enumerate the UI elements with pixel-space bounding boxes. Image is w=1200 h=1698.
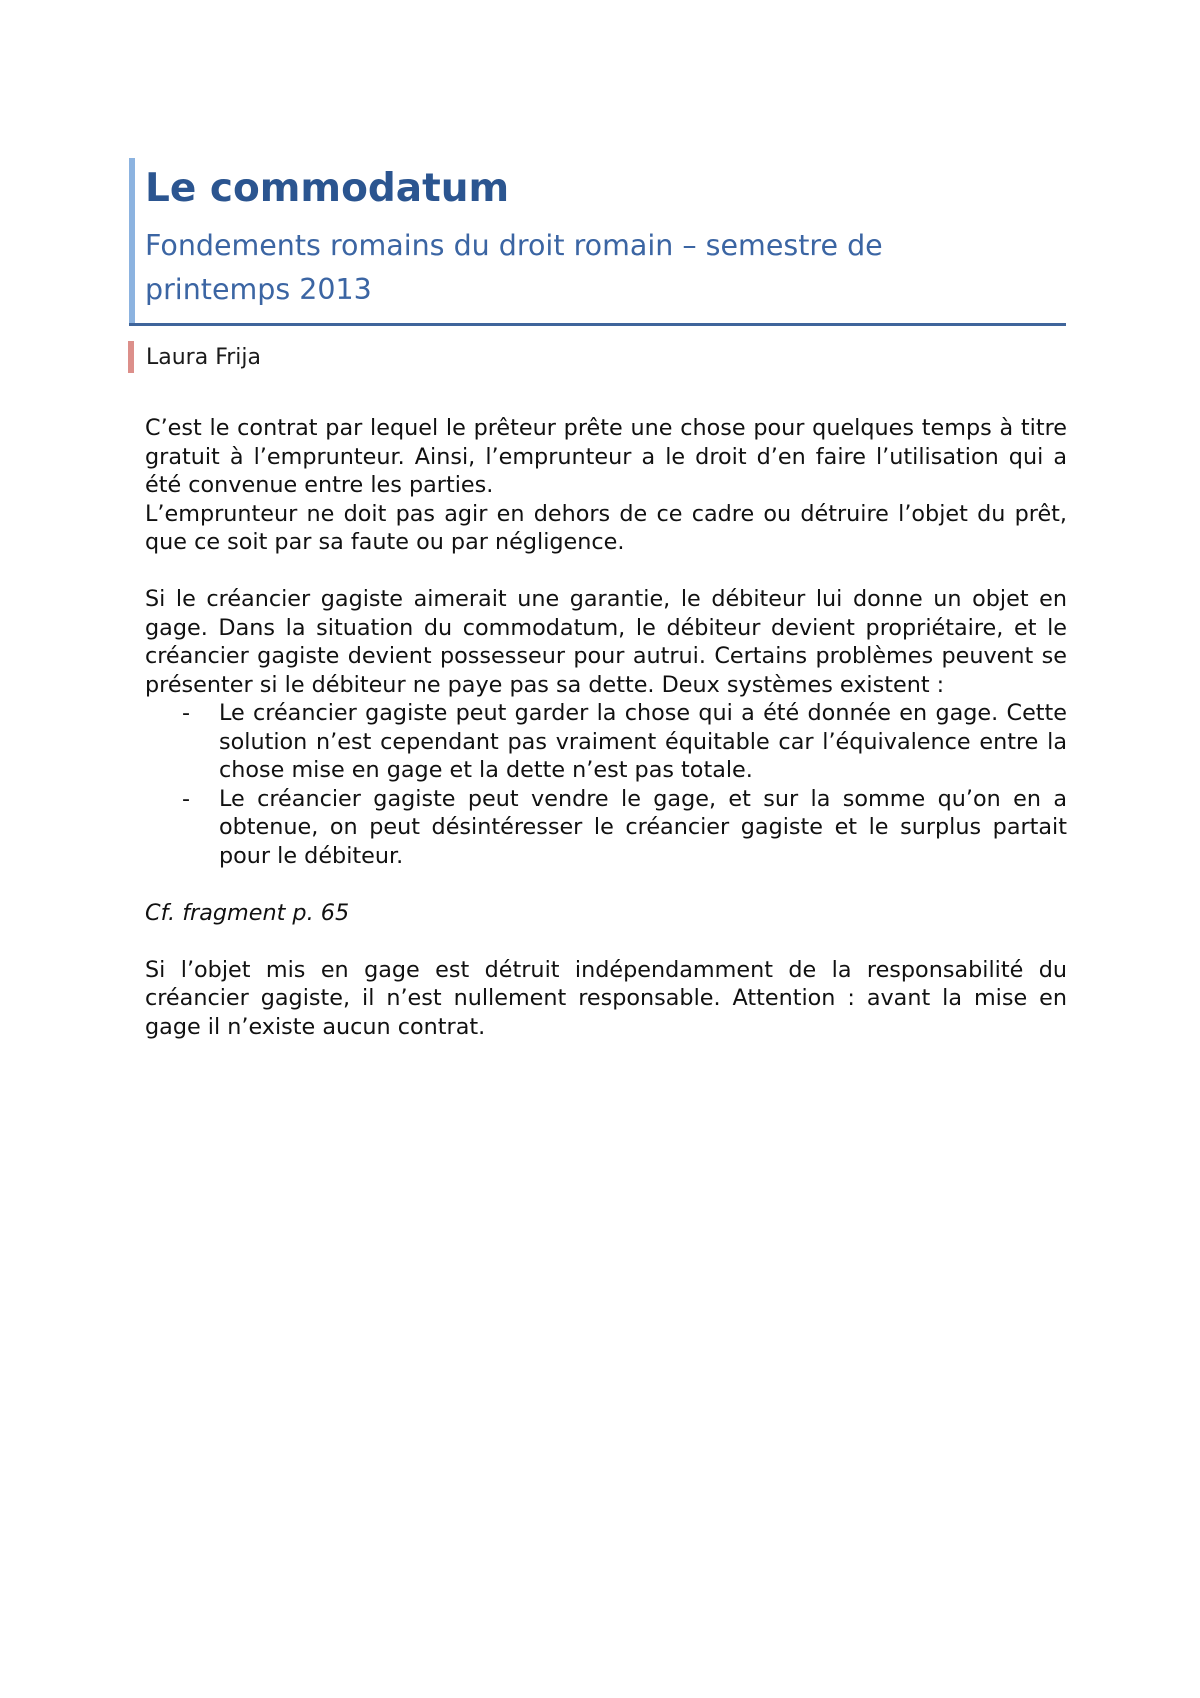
list-item-text: Le créancier gagiste peut vendre le gage, et sur la somme qu’on en a obtenue, on peut désintéresser le créancier gagiste et le surplus partait pour le débiteur. <box>219 785 1067 869</box>
paragraph-spacer <box>145 870 1067 899</box>
title-underline-rule <box>129 323 1066 326</box>
systems-list <box>145 699 1067 870</box>
bullet-marker: - <box>182 785 191 812</box>
paragraph-responsibility: Si l’objet mis en gage est détruit indépendamment de la responsabilité du créancier gagiste, il n’est nullement responsable. Attention : avant la mise en gage il n’existe aucun contrat. <box>145 956 1067 1040</box>
paragraph-spacer <box>145 927 1067 956</box>
document-title: Le commodatum <box>145 166 510 211</box>
paragraph-spacer <box>145 557 1067 586</box>
paragraph-definition: C’est le contrat par lequel le prêteur prête une chose pour quelques temps à titre gratuit à l’emprunteur. Ainsi, l’emprunteur a le droit d’en faire l’utilisation qui a été convenue entre les parties. <box>145 415 1067 498</box>
bullet-marker: - <box>182 700 191 726</box>
list-item-text: Le créancier gagiste peut garder la chose qui a été donnée en gage. Cette solution n’est cependant pas vraiment équitable car l’équivalence entre la chose mise en gage et la dette n’est pas totale. <box>219 700 1067 783</box>
author-accent-bar <box>128 341 134 373</box>
paragraph-obligation: L’emprunteur ne doit pas agir en dehors de ce cadre ou détruire l’objet du prêt, que ce soit par sa faute ou par négligence. <box>145 500 1067 555</box>
fragment-reference: Cf. fragment p. 65 <box>145 899 350 926</box>
title-accent-bar <box>129 158 135 323</box>
title-block <box>129 158 1066 325</box>
author-name: Laura Frija <box>146 345 262 370</box>
list-item <box>145 699 1067 785</box>
document-subtitle: Fondements romains du droit romain – semestre de printemps 2013 <box>145 229 883 306</box>
document-body <box>145 414 1067 1041</box>
list-item <box>145 785 1067 871</box>
paragraph-gage: Si le créancier gagiste aimerait une garantie, le débiteur lui donne un objet en gage. Dans la situation du commodatum, le débiteur devient propriétaire, et le créancier gagiste devient possesseur pour autrui. Certains problèmes peuvent se présenter si le débiteur ne paye pas sa dette. Deux systèmes existent : <box>145 586 1067 698</box>
